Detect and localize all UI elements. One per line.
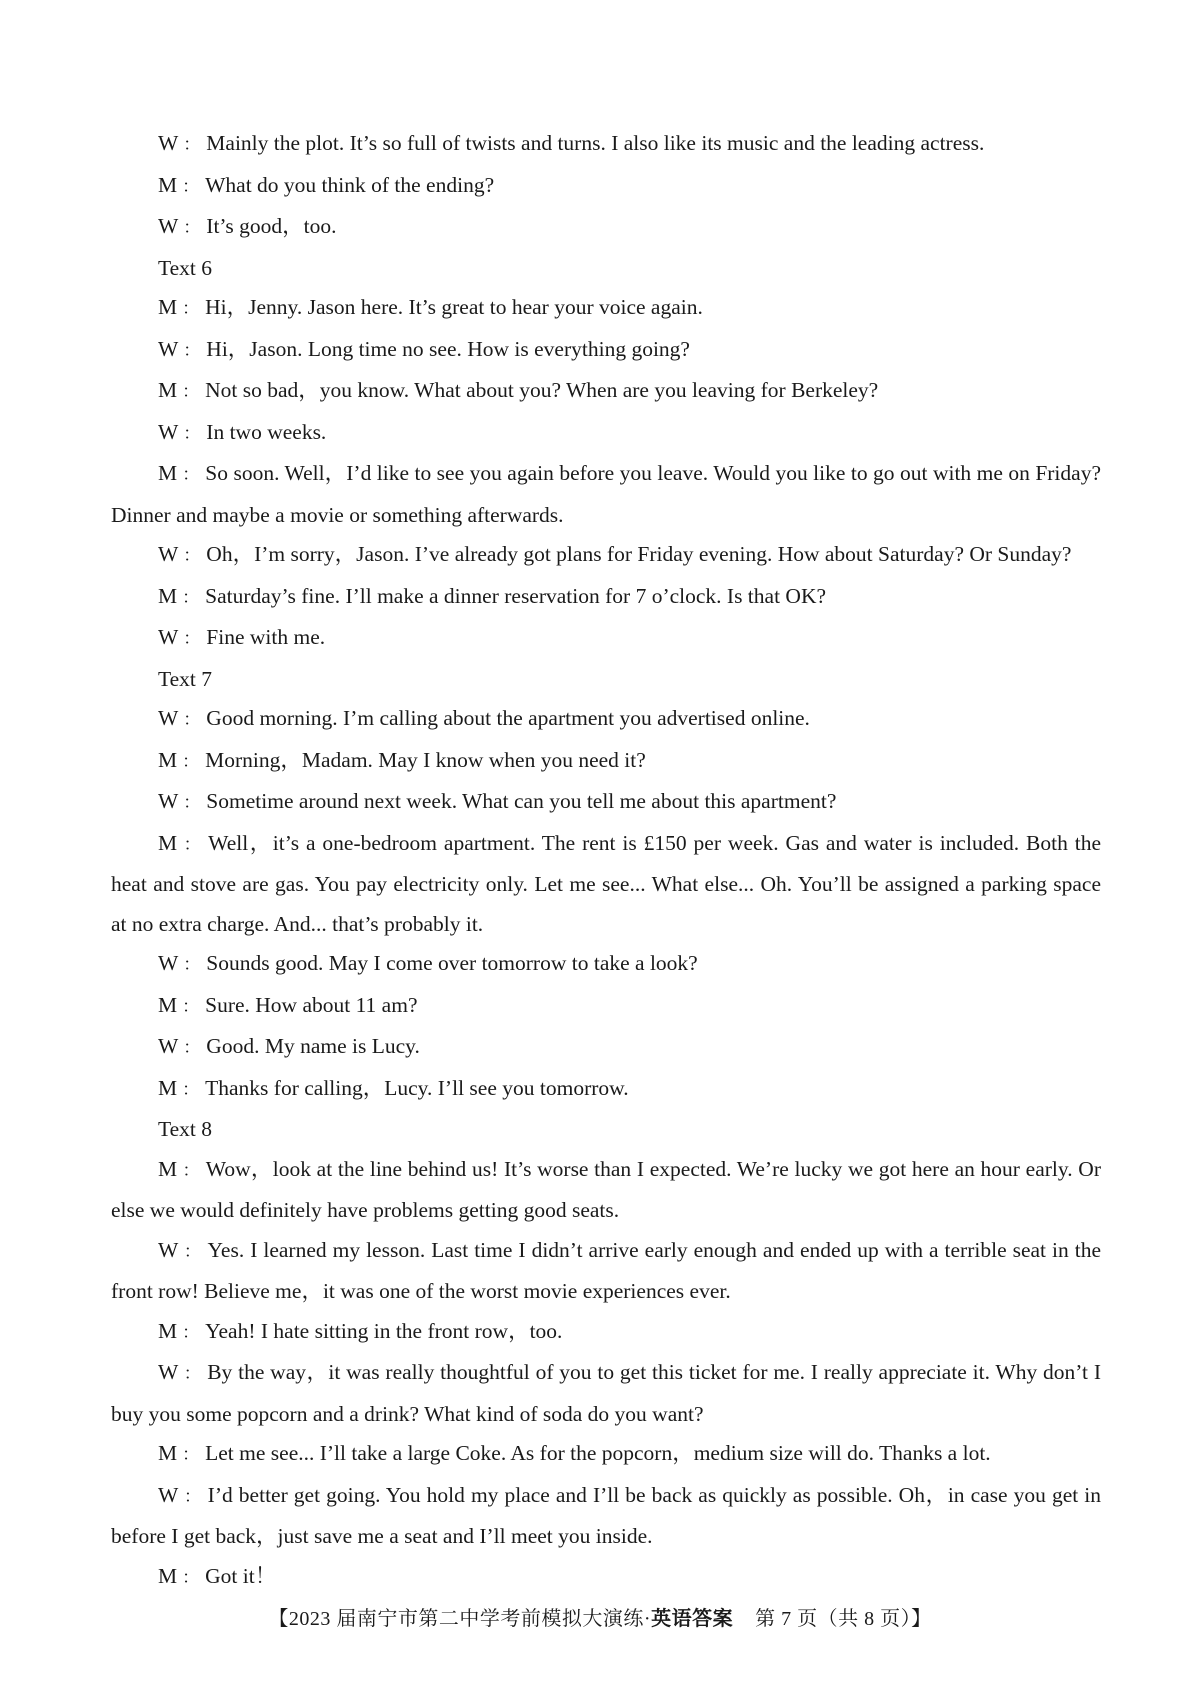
dialogue-line (111, 741, 1101, 783)
speaker-separator: ： (183, 218, 201, 238)
section-heading-text: Text 7 (158, 666, 213, 691)
speaker-label: W (158, 419, 179, 444)
utterance-text: So soon. Well，I’d like to see you again before you leave. Would you like to go out with me on Friday? Dinner and maybe a movie or something afterwards. (111, 461, 1101, 527)
utterance-text: What do you think of the ending? (205, 172, 495, 197)
dialogue-line (111, 1312, 1101, 1354)
page-footer (0, 1602, 1200, 1631)
speaker-label: M (158, 461, 178, 485)
dialogue-line (111, 782, 1101, 824)
speaker-label: W (158, 706, 179, 730)
speaker-label: M (158, 1075, 178, 1100)
speaker-separator: ： (182, 1160, 200, 1181)
footer-subject: 英语答案 (651, 1608, 734, 1630)
speaker-label: W (158, 1482, 179, 1507)
utterance-text: Good morning. I’m calling about the apartment you advertised online. (206, 706, 810, 730)
utterance-text: Sure. How about 11 am? (205, 992, 418, 1017)
speaker-separator: ： (182, 465, 200, 485)
speaker-separator: ： (183, 710, 201, 730)
dialogue-line (111, 207, 1101, 249)
speaker-label: W (158, 789, 179, 813)
dialogue-line (111, 824, 1101, 945)
speaker-separator: ： (182, 1567, 200, 1588)
speaker-separator: ： (182, 751, 200, 772)
utterance-text: By the way，it was really thoughtful of you to get this ticket for me. I really appreciate it. Why don’t I buy you some popcorn and a drink? What kind of soda do you want? (111, 1360, 1102, 1426)
utterance-text: Fine with me. (206, 625, 326, 649)
speaker-label: M (158, 295, 178, 319)
speaker-separator: ： (182, 176, 200, 197)
speaker-separator: ： (183, 629, 201, 649)
speaker-separator: ： (182, 382, 200, 402)
speaker-label: M (158, 378, 178, 402)
speaker-separator: ： (183, 135, 201, 155)
dialogue-line (111, 944, 1101, 986)
speaker-label: W (158, 625, 179, 649)
utterance-text: I’d better get going. You hold my place and I’ll be back as quickly as possible. Oh，in case you get in before I get back，just save me a seat and I’ll meet you inside. (111, 1482, 1101, 1548)
dialogue-line (111, 1027, 1101, 1069)
speaker-separator: ： (183, 340, 201, 361)
speaker-separator: ： (182, 587, 200, 608)
utterance-text: Got it！ (205, 1563, 277, 1588)
utterance-text: Morning，Madam. May I know when you need it? (205, 747, 646, 772)
speaker-separator: ： (182, 1445, 200, 1465)
speaker-separator: ： (182, 834, 203, 855)
speaker-separator: ： (183, 793, 201, 813)
speaker-separator: ： (183, 1241, 202, 1262)
speaker-separator: ： (182, 996, 200, 1017)
dialogue-line (111, 986, 1101, 1028)
utterance-text: Not so bad，you know. What about you? When are you leaving for Berkeley? (205, 378, 879, 402)
utterance-text: Yes. I learned my lesson. Last time I didn’t arrive early enough and ended up with a terrible seat in the front row! Believe me，it was one of the worst movie experiences ever. (111, 1237, 1102, 1303)
section-heading (111, 249, 1101, 289)
dialogue-line (111, 1557, 1101, 1599)
utterance-text: Good. My name is Lucy. (206, 1034, 420, 1058)
section-heading-text: Text 6 (158, 255, 213, 280)
utterance-text: In two weeks. (206, 419, 327, 444)
dialogue-line (111, 699, 1101, 741)
speaker-separator: ： (182, 1322, 200, 1343)
speaker-label: W (158, 131, 179, 155)
dialogue-line (111, 166, 1101, 208)
listening-transcript (111, 124, 1101, 1598)
dialogue-line (111, 454, 1101, 535)
speaker-label: M (158, 830, 178, 855)
speaker-label: W (158, 214, 179, 238)
utterance-text: Hi，Jason. Long time no see. How is everything going? (206, 336, 690, 361)
footer-title: 2023 届南宁市第二中学考前模拟大演练 (288, 1608, 644, 1630)
speaker-label: W (158, 336, 179, 361)
utterance-text: Thanks for calling，Lucy. I’ll see you tomorrow. (205, 1075, 629, 1100)
section-heading-text: Text 8 (158, 1117, 213, 1141)
speaker-label: W (158, 542, 179, 566)
footer-dot: · (643, 1608, 652, 1630)
utterance-text: Wow，look at the line behind us! It’s worse than I expected. We’re lucky we got here an hour early. Or else we would definitely have problems getting good seats. (111, 1156, 1101, 1222)
speaker-separator: ： (182, 299, 200, 319)
utterance-text: Hi，Jenny. Jason here. It’s great to hear your voice again. (205, 295, 703, 319)
section-heading (111, 660, 1101, 700)
speaker-label: M (158, 583, 178, 608)
dialogue-line (111, 1353, 1101, 1434)
dialogue-line (111, 1434, 1101, 1476)
speaker-separator: ： (182, 1079, 200, 1100)
utterance-text: Saturday’s fine. I’ll make a dinner reservation for 7 o’clock. Is that OK? (205, 583, 827, 608)
speaker-label: W (158, 1360, 179, 1384)
dialogue-line (111, 1476, 1101, 1557)
speaker-label: W (158, 1237, 179, 1262)
speaker-label: M (158, 747, 178, 772)
utterance-text: Mainly the plot. It’s so full of twists and turns. I also like its music and the leading actress. (206, 131, 985, 155)
dialogue-line (111, 371, 1101, 413)
speaker-label: M (158, 1156, 178, 1181)
dialogue-line (111, 618, 1101, 660)
speaker-separator: ： (183, 955, 201, 975)
dialogue-line (111, 1231, 1101, 1312)
dialogue-line (111, 288, 1101, 330)
speaker-label: M (158, 992, 178, 1017)
speaker-label: W (158, 951, 179, 975)
speaker-separator: ： (183, 1038, 201, 1058)
speaker-label: M (158, 1563, 178, 1588)
speaker-separator: ： (183, 423, 201, 444)
speaker-label: W (158, 1034, 179, 1058)
dialogue-line (111, 330, 1101, 372)
utterance-text: Oh，I’m sorry，Jason. I’ve already got plans for Friday evening. How about Saturday? Or Sunday? (206, 542, 1072, 566)
dialogue-line (111, 124, 1101, 166)
dialogue-line (111, 577, 1101, 619)
utterance-text: Let me see... I’ll take a large Coke. As for the popcorn，medium size will do. Thanks a lot. (205, 1441, 991, 1465)
section-heading (111, 1110, 1101, 1150)
speaker-separator: ： (183, 546, 201, 566)
utterance-text: Yeah! I hate sitting in the front row，too. (205, 1318, 563, 1343)
dialogue-line (111, 413, 1101, 455)
footer-open-bracket: 【 (268, 1608, 289, 1630)
dialogue-line (111, 535, 1101, 577)
dialogue-line (111, 1069, 1101, 1111)
speaker-label: M (158, 1318, 178, 1343)
utterance-text: Well，it’s a one-bedroom apartment. The rent is £150 per week. Gas and water is included. Both the heat and stove are gas. You pay electricity only. Let me see... What else... Oh. You’ll be assigned a parking space at no extra charge. And... that’s probably it. (111, 830, 1101, 936)
speaker-separator: ： (183, 1364, 202, 1384)
utterance-text: Sounds good. May I come over tomorrow to take a look? (206, 951, 698, 975)
utterance-text: Sometime around next week. What can you tell me about this apartment? (206, 789, 837, 813)
speaker-separator: ： (183, 1486, 202, 1507)
footer-page-number: 第 7 页（共 8 页） (755, 1608, 912, 1630)
utterance-text: It’s good，too. (206, 214, 337, 238)
footer-close-bracket: 】 (911, 1608, 932, 1630)
speaker-label: M (158, 1441, 178, 1465)
speaker-label: M (158, 172, 178, 197)
dialogue-line (111, 1150, 1101, 1231)
